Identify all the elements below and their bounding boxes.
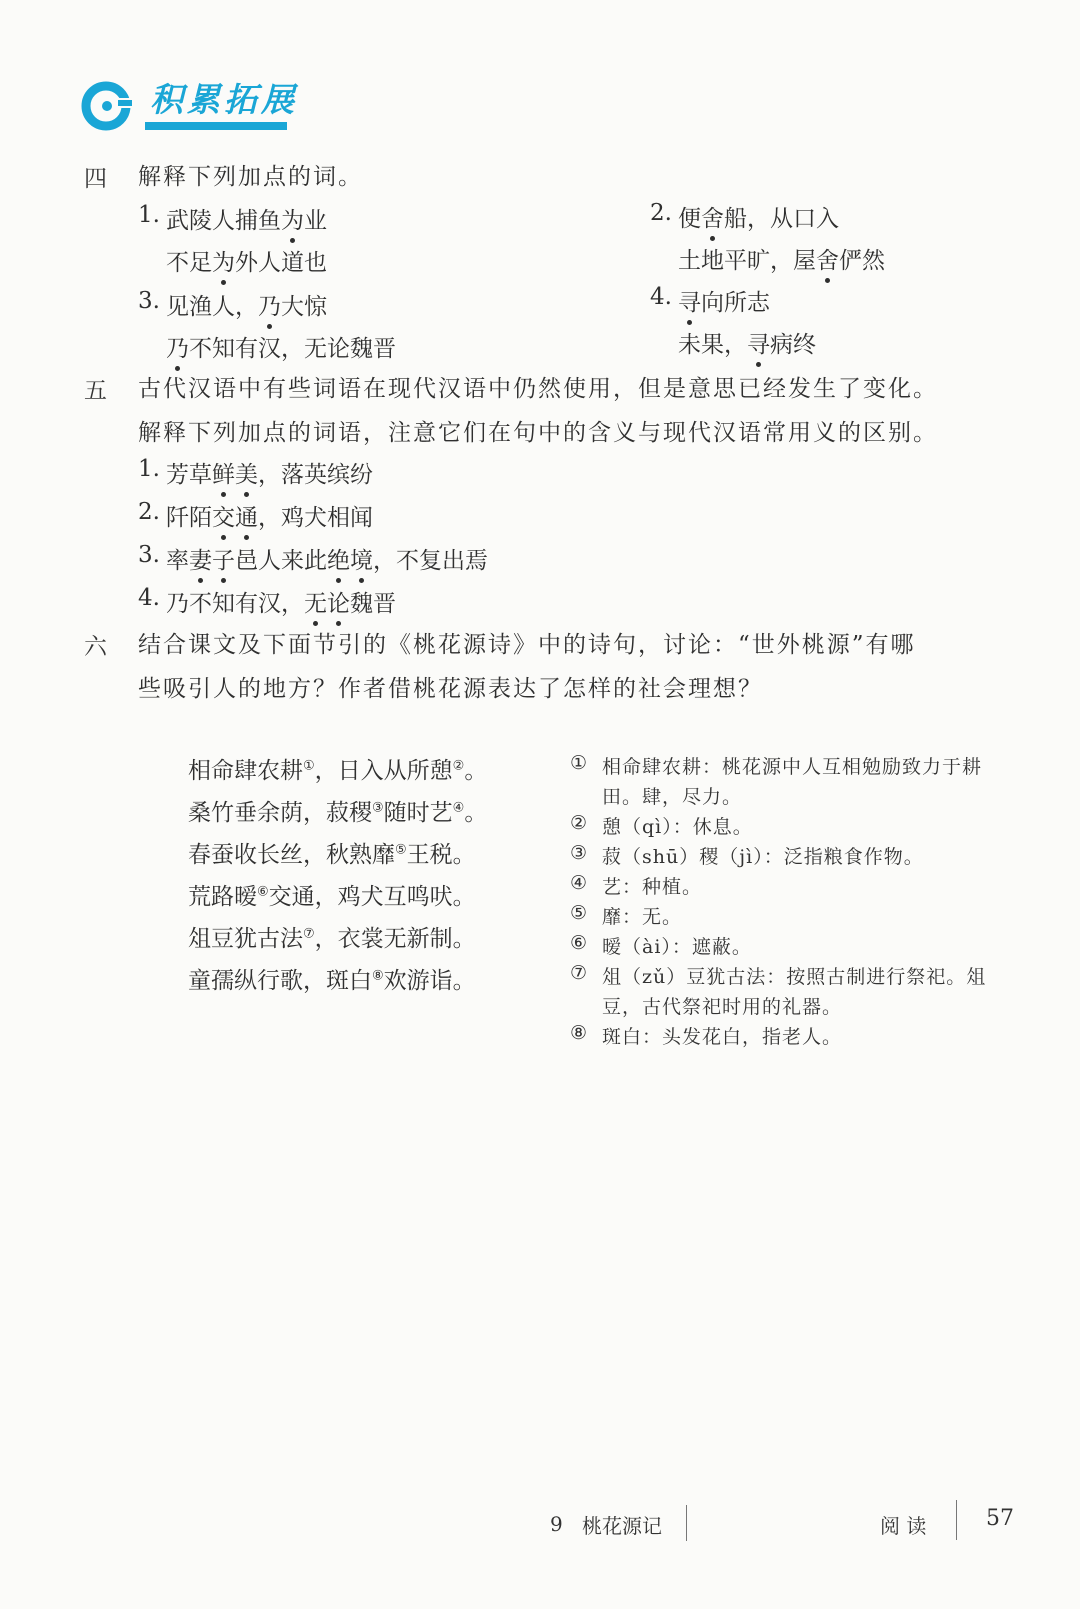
exercise-4-label: 四 [84, 166, 107, 192]
dotted-word: 舍 [816, 248, 839, 274]
footer-divider [686, 1505, 687, 1541]
footnote-text: 暧（ài）：遮蔽。 [602, 936, 752, 958]
dotted-word: 寻 [678, 290, 701, 316]
footnote-text: 憩（qì）：休息。 [602, 816, 753, 838]
text-segment: 船，从口入 [724, 206, 839, 232]
poem-line [188, 794, 487, 827]
item-number: 4. [138, 585, 160, 611]
item-line [678, 284, 770, 317]
footnote-marker: ① [570, 752, 589, 774]
dotted-word: 寻 [747, 332, 770, 358]
exercise-6-line1: 结合课文及下面节引的《桃花源诗》中的诗句，讨论：“世外桃源”有哪 [138, 632, 916, 658]
poem-line [188, 836, 476, 869]
item-line [678, 326, 816, 359]
lesson-title: 桃花源记 [582, 1514, 662, 1538]
text-segment: 不足 [166, 250, 212, 276]
text-segment: 随时艺 [383, 800, 453, 826]
poem-line [188, 962, 476, 995]
text-segment: 相命肆农耕 [188, 758, 303, 784]
footnote-text: 靡：无。 [602, 906, 683, 928]
text-segment: 率 [166, 548, 189, 574]
dotted-word: 论 [327, 591, 350, 617]
text-segment: ，衣裳无新制。 [314, 926, 476, 952]
dotted-word: 美 [235, 462, 258, 488]
exercise-5-line2: 解释下列加点的词语，注意它们在句中的含义与现代汉语常用义的区别。 [138, 420, 938, 446]
footer-divider [956, 1500, 957, 1540]
footnote-marker: ⑥ [570, 932, 589, 954]
text-segment: 病终 [770, 332, 816, 358]
text-segment: 不知有汉，无论魏晋 [189, 336, 396, 362]
text-segment: 乃不知有汉， [166, 591, 304, 617]
text-segment: 王税。 [406, 842, 476, 868]
footnote-ref: ⑧ [372, 968, 384, 984]
item-line [678, 242, 885, 275]
text-segment: 邑人来此 [235, 548, 327, 574]
exercise-5-line1: 古代汉语中有些词语在现代汉语中仍然使用，但是意思已经发生了变化。 [138, 376, 938, 402]
text-segment: ，鸡犬相闻 [258, 505, 373, 531]
text-segment: 欢游诣。 [383, 968, 476, 994]
text-segment: 。 [464, 758, 488, 784]
dotted-word: 乃 [258, 294, 281, 320]
footnote-ref: ⑤ [395, 842, 407, 858]
dotted-word: 通 [235, 505, 258, 531]
item-number: 3. [138, 288, 160, 314]
dotted-word: 境 [350, 548, 373, 574]
dotted-word: 妻 [189, 548, 212, 574]
text-segment: 春蚕收长丝，秋熟靡 [188, 842, 395, 868]
item-line [166, 288, 327, 321]
footnote-ref: ④ [452, 800, 465, 816]
footnote-text: 艺：种植。 [602, 876, 703, 898]
text-segment: 武陵人捕鱼 [166, 208, 281, 234]
footnote-text: 相命肆农耕：桃花源中人互相勉励致力于耕 [602, 756, 983, 778]
footnote-marker: ④ [570, 872, 589, 894]
footnote-text: 菽（shū）稷（jì）：泛指粮食作物。 [602, 846, 924, 868]
text-segment: 向所志 [701, 290, 770, 316]
dotted-word: 鲜 [212, 462, 235, 488]
footnote-marker: ③ [570, 842, 589, 864]
footnote-ref: ⑥ [257, 884, 269, 900]
footnote-marker: ② [570, 812, 589, 834]
item-line [678, 200, 839, 233]
exercise-5-label: 五 [84, 378, 107, 404]
lesson-number: 9 [550, 1512, 563, 1536]
text-segment: 芳草 [166, 462, 212, 488]
item-line [166, 330, 396, 363]
title-underline [145, 122, 287, 130]
text-segment: 大惊 [281, 294, 327, 320]
item-number: 4. [650, 284, 672, 310]
section-logo-icon [80, 78, 136, 134]
exercise-6-line2: 些吸引人的地方？作者借桃花源表达了怎样的社会理想？ [138, 676, 763, 702]
dotted-word: 为 [281, 208, 304, 234]
footnote-ref: ③ [372, 800, 384, 816]
text-segment: 荒路暧 [188, 884, 257, 910]
text-segment: 土地平旷，屋 [678, 248, 816, 274]
text-segment: 童孺纵行歌，斑白 [188, 968, 372, 994]
item-number: 2. [138, 499, 160, 525]
text-segment: 桑竹垂余荫，菽稷 [188, 800, 372, 826]
item-line [166, 456, 373, 489]
poem-line [188, 878, 476, 911]
exercise-6-label: 六 [84, 634, 107, 660]
footnote-ref: ② [452, 758, 465, 774]
footnote-text: 田。肆，尽力。 [602, 786, 743, 808]
text-segment: ，落英缤纷 [258, 462, 373, 488]
dotted-word: 子 [212, 548, 235, 574]
footnote-text: 斑白：头发花白，指老人。 [602, 1026, 843, 1048]
text-segment: ，不复出焉 [373, 548, 488, 574]
text-segment: 魏晋 [350, 591, 396, 617]
item-number: 1. [138, 456, 160, 482]
footnote-marker: ⑦ [570, 962, 589, 984]
item-number: 2. [650, 200, 672, 226]
text-segment: 。 [464, 800, 488, 826]
footer-section: 阅 读 [880, 1514, 927, 1538]
page-number: 57 [986, 1506, 1014, 1531]
item-number: 3. [138, 542, 160, 568]
item-line [166, 585, 396, 618]
dotted-word: 舍 [701, 206, 724, 232]
item-line [166, 499, 373, 532]
item-line [166, 244, 327, 277]
text-segment: 俨然 [839, 248, 885, 274]
item-line [166, 202, 327, 235]
item-number: 1. [138, 202, 160, 228]
text-segment: 业 [304, 208, 327, 234]
text-segment: ，日入从所憩 [314, 758, 453, 784]
text-segment: 便 [678, 206, 701, 232]
text-segment: 交通，鸡犬互鸣吠。 [268, 884, 476, 910]
footnote-marker: ⑤ [570, 902, 589, 924]
dotted-word: 绝 [327, 548, 350, 574]
exercise-4-question: 解释下列加点的词。 [138, 164, 363, 190]
dotted-word: 无 [304, 591, 327, 617]
footnote-text: 豆，古代祭祀时用的礼器。 [602, 996, 843, 1018]
text-segment: 外人道也 [235, 250, 327, 276]
poem-line [188, 752, 487, 785]
footnote-marker: ⑧ [570, 1022, 589, 1044]
text-segment: 未果， [678, 332, 747, 358]
text-segment: 俎豆犹古法 [188, 926, 303, 952]
footnote-ref: ① [303, 758, 315, 774]
section-title: 积累拓展 [150, 80, 298, 119]
text-segment: 见渔人， [166, 294, 258, 320]
item-line [166, 542, 488, 575]
text-segment: 阡陌 [166, 505, 212, 531]
dotted-word: 交 [212, 505, 235, 531]
poem-line [188, 920, 476, 953]
footnote-text: 俎（zǔ）豆犹古法：按照古制进行祭祀。俎 [602, 966, 987, 988]
footnote-ref: ⑦ [303, 926, 315, 942]
dotted-word: 为 [212, 250, 235, 276]
dotted-word: 乃 [166, 336, 189, 362]
